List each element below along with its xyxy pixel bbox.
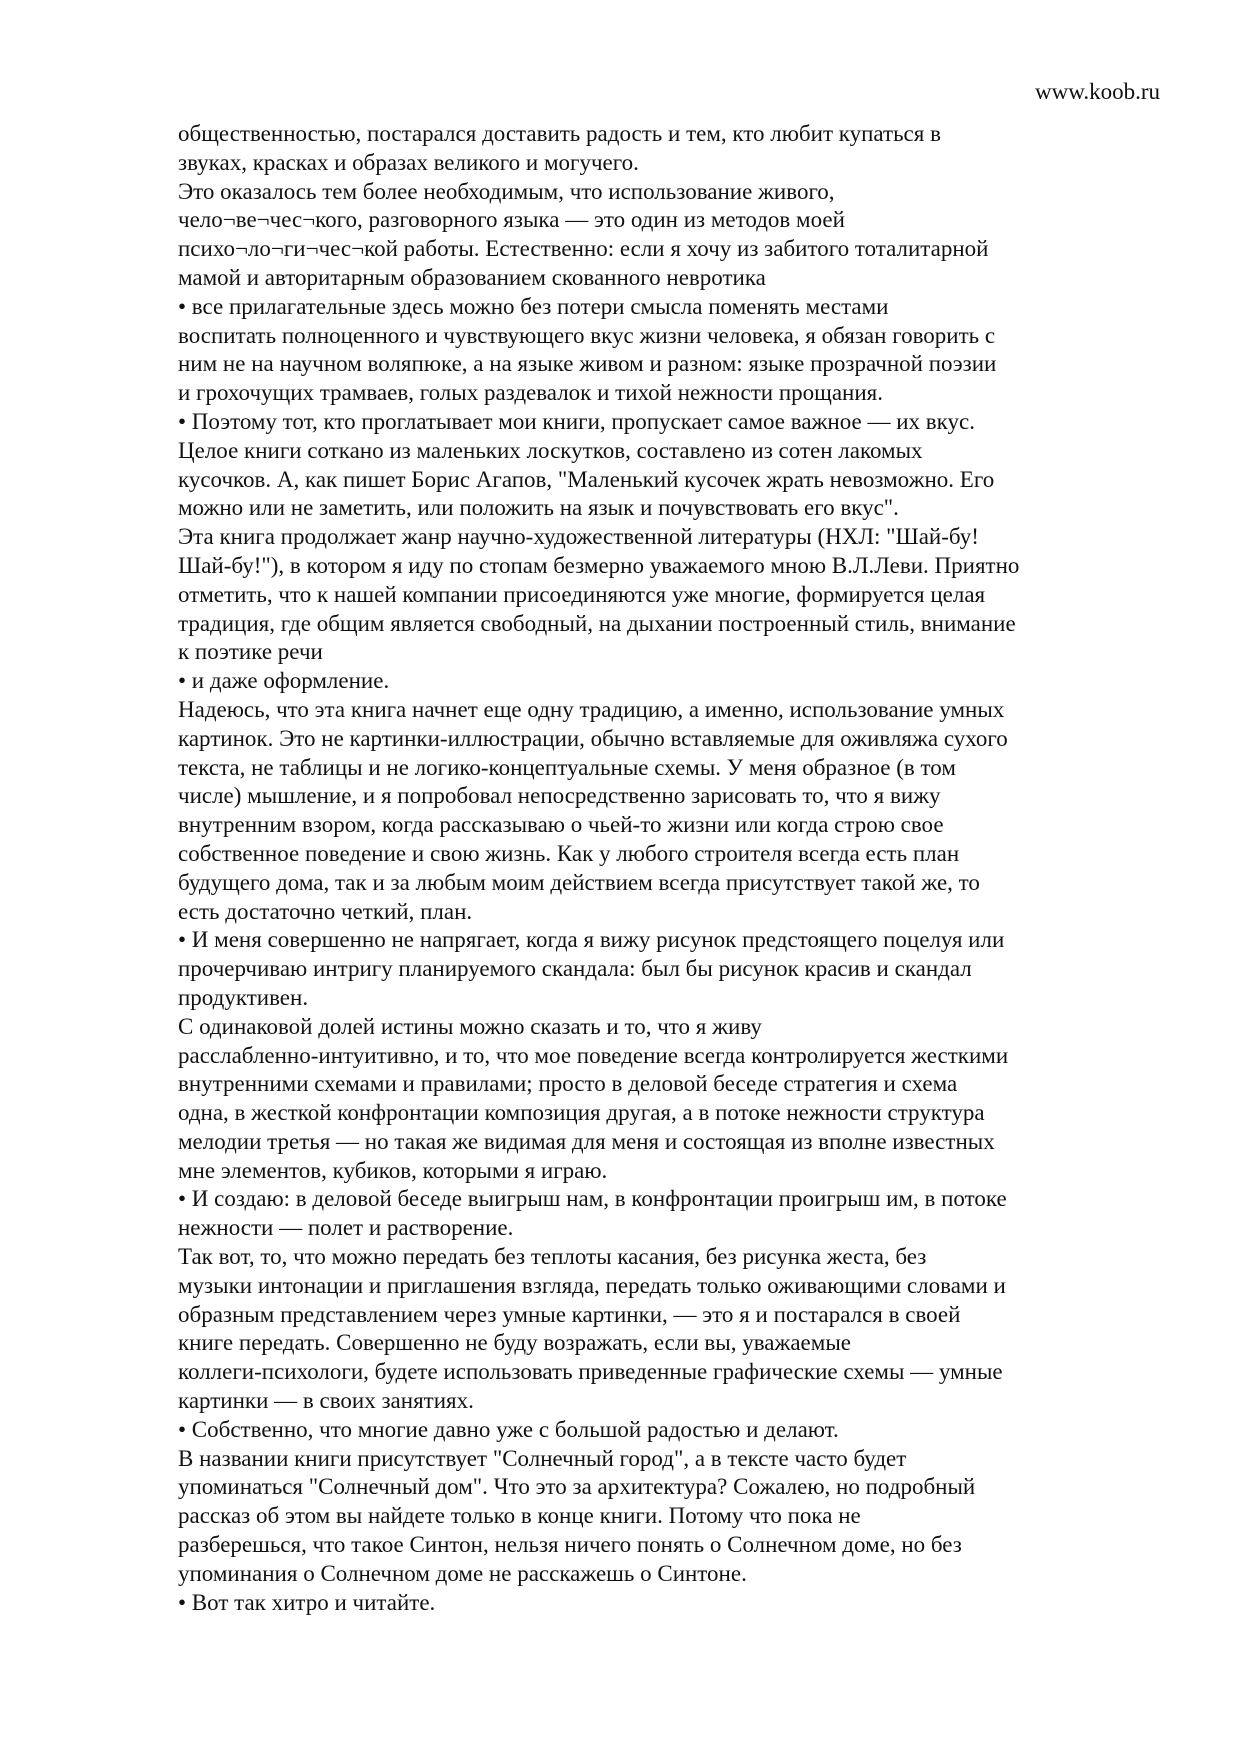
text-line: • и даже оформление. (178, 668, 390, 694)
text-line: общественностью, постарался доставить радость и тем, кто любит купаться в (178, 121, 941, 146)
text-line: продуктивен. (178, 984, 309, 1010)
text-line: есть достаточно четкий, план. (178, 898, 473, 924)
text-line: Это оказалось тем более необходимым, что использование живого, (178, 178, 835, 204)
site-url-header: www.koob.ru (1035, 79, 1160, 104)
body-text (178, 120, 1138, 1617)
text-line: коллеги-психологи, будете использовать приведенные графические схемы — умные (178, 1359, 1003, 1385)
text-line: • Поэтому тот, кто проглатывает мои книги, пропускает самое важное — их вкус. (178, 408, 975, 434)
text-line: картинки — в своих занятиях. (178, 1388, 474, 1414)
text-line: к поэтике речи (178, 639, 323, 665)
text-line: Так вот, то, что можно передать без теплоты касания, без рисунка жеста, без (178, 1244, 927, 1270)
text-line: мамой и авторитарным образованием скованного невротика (178, 264, 766, 290)
text-line: собственное поведение и свою жизнь. Как у любого строителя всегда есть план (178, 840, 960, 866)
text-line: одна, в жесткой конфронтации композиция другая, а в потоке нежности структура (178, 1100, 985, 1126)
text-line: текста, не таблицы и не логико-концептуальные схемы. У меня образное (в том (178, 754, 956, 780)
text-line: внутренним взором, когда рассказываю о чьей-то жизни или когда строю свое (178, 812, 944, 838)
text-line: образным представлением через умные картинки, — это я и постарался в своей (178, 1301, 961, 1327)
text-line: внутренними схемами и правилами; просто в деловой беседе стратегия и схема (178, 1071, 958, 1097)
text-line: упоминаться "Солнечный дом". Что это за архитектура? Сожалею, но подробный (178, 1474, 976, 1500)
text-line: Эта книга продолжает жанр научно-художественной литературы (НХЛ: "Шай-бу! (178, 524, 979, 550)
text-line: ним не на научном воляпюке, а на языке живом и разном: языке прозрачной поэзии (178, 351, 997, 377)
text-line: картинок. Это не картинки-иллюстрации, обычно вставляемые для оживляжа сухого (178, 725, 1008, 751)
text-line: числе) мышление, и я попробовал непосредственно зарисовать то, что я вижу (178, 783, 941, 809)
text-line: звуках, красках и образах великого и могучего. (178, 149, 639, 175)
text-line: Шай-бу!"), в котором я иду по стопам безмерно уважаемого мною В.Л.Леви. Приятно (178, 552, 1020, 578)
text-line: традиция, где общим является свободный, на дыхании построенный стиль, внимание (178, 610, 1016, 636)
text-line: нежности — полет и растворение. (178, 1215, 514, 1241)
text-line: разберешься, что такое Синтон, нельзя ничего понять о Солнечном доме, но без (178, 1532, 962, 1558)
text-line: психо¬ло¬ги¬чес¬кой работы. Естественно: если я хочу из забитого тоталитарной (178, 236, 989, 262)
text-line: мелодии третья — но такая же видимая для меня и состоящая из вполне известных (178, 1128, 995, 1154)
text-line: будущего дома, так и за любым моим действием всегда присутствует такой же, то (178, 869, 980, 895)
text-line: упоминания о Солнечном доме не расскажешь о Синтоне. (178, 1560, 747, 1586)
text-line: С одинаковой долей истины можно сказать и то, что я живу (178, 1013, 762, 1039)
text-line: прочерчиваю интригу планируемого скандала: был бы рисунок красив и скандал (178, 956, 972, 982)
text-line: Надеюсь, что эта книга начнет еще одну традицию, а именно, использование умных (178, 696, 1005, 722)
text-line: • все прилагательные здесь можно без потери смысла поменять местами (178, 293, 889, 319)
text-line: чело¬ве¬чес¬кого, разговорного языка — это один из методов моей (178, 207, 845, 233)
text-line: можно или не заметить, или положить на язык и почувствовать его вкус". (178, 495, 899, 521)
text-line: • Вот так хитро и читайте. (178, 1589, 436, 1615)
text-line: воспитать полноценного и чувствующего вкус жизни человека, я обязан говорить с (178, 322, 996, 348)
text-line: • И создаю: в деловой беседе выигрыш нам, в конфронтации проигрыш им, в потоке (178, 1186, 1007, 1212)
text-line: • Собственно, что многие давно уже с большой радостью и делают. (178, 1416, 839, 1442)
text-line: и грохочущих трамваев, голых раздевалок и тихой нежности прощания. (178, 380, 883, 406)
text-line: кусочков. А, как пишет Борис Агапов, "Маленький кусочек жрать невозможно. Его (178, 466, 995, 492)
text-line: мне элементов, кубиков, которыми я играю. (178, 1157, 608, 1183)
text-line: отметить, что к нашей компании присоединяются уже многие, формируется целая (178, 581, 986, 607)
text-line: музыки интонации и приглашения взгляда, передать только оживающими словами и (178, 1272, 1006, 1298)
text-line: рассказ об этом вы найдете только в конце книги. Потому что пока не (178, 1503, 861, 1529)
text-line: расслабленно-интуитивно, и то, что мое поведение всегда контролируется жесткими (178, 1042, 1009, 1068)
text-line: Целое книги соткано из маленьких лоскутков, составлено из сотен лакомых (178, 437, 923, 463)
text-line: В названии книги присутствует "Солнечный город", а в тексте часто будет (178, 1445, 907, 1471)
text-line: книге передать. Совершенно не буду возражать, если вы, уважаемые (178, 1330, 851, 1356)
text-line: • И меня совершенно не напрягает, когда я вижу рисунок предстоящего поцелуя или (178, 927, 1005, 953)
